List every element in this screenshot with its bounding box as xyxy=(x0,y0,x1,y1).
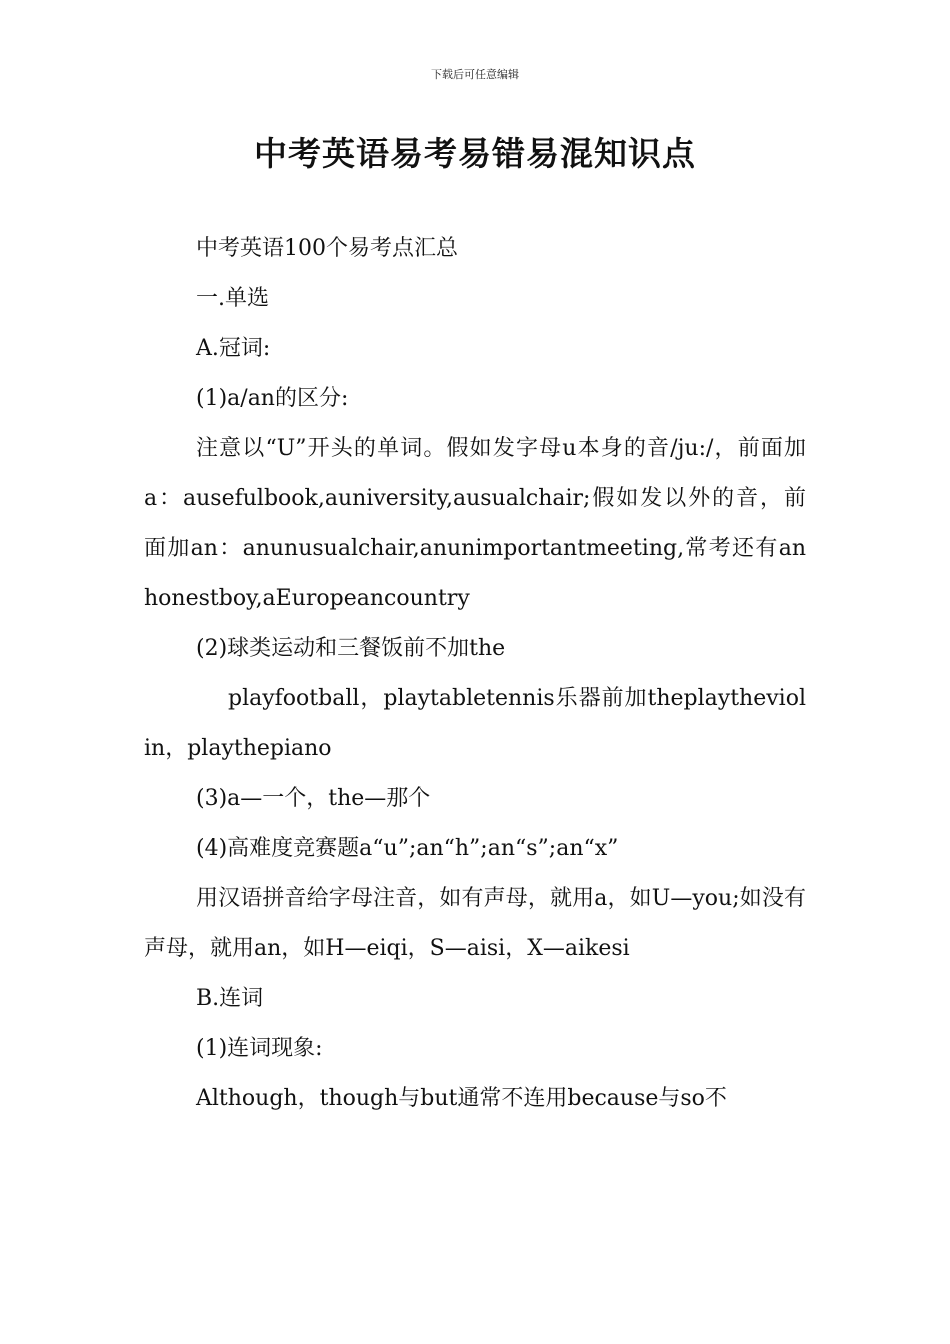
paragraph-section-single-choice: 一.单选 xyxy=(196,286,269,311)
document-title: 中考英语易考易错易混知识点 xyxy=(254,134,696,173)
paragraph-item-2-body: playfootball，playtabletennis乐器前加theplaytheviolin，playthepiano xyxy=(144,686,806,761)
header-note: 下载后可任意编辑 xyxy=(431,68,519,81)
paragraph-subsection-conjunctions: B.连词 xyxy=(196,986,264,1011)
paragraph-item-1: (1)a/an的区分: xyxy=(196,386,349,411)
paragraph-item-2: (2)球类运动和三餐饭前不加the xyxy=(196,636,506,661)
document-body xyxy=(144,224,806,1124)
paragraph-conj-item-1: (1)连词现象: xyxy=(196,1036,323,1061)
paragraph-item-4: (4)高难度竞赛题a“u”;an“h”;an“s”;an“x” xyxy=(196,836,619,861)
paragraph-conj-item-1-body: Although，though与but通常不连用because与so不 xyxy=(196,1086,727,1111)
paragraph-item-1-body: 注意以“U”开头的单词。假如发字母u本身的音/ju:/，前面加a：ausefulbook,auniversity,ausualchair;假如发以外的音，前面加an：anunusualchair,anunimportantmeeting,常考还有anhonestboy,aEuropeancountry xyxy=(144,436,806,611)
paragraph-item-4-body: 用汉语拼音给字母注音，如有声母，就用a，如U—you;如没有声母，就用an，如H—eiqi，S—aisi，X—aikesi xyxy=(144,886,806,961)
paragraph-item-3: (3)a—一个，the—那个 xyxy=(196,786,431,811)
paragraph-subsection-articles: A.冠词: xyxy=(196,336,271,361)
paragraph-summary-heading: 中考英语100个易考点汇总 xyxy=(196,236,458,261)
